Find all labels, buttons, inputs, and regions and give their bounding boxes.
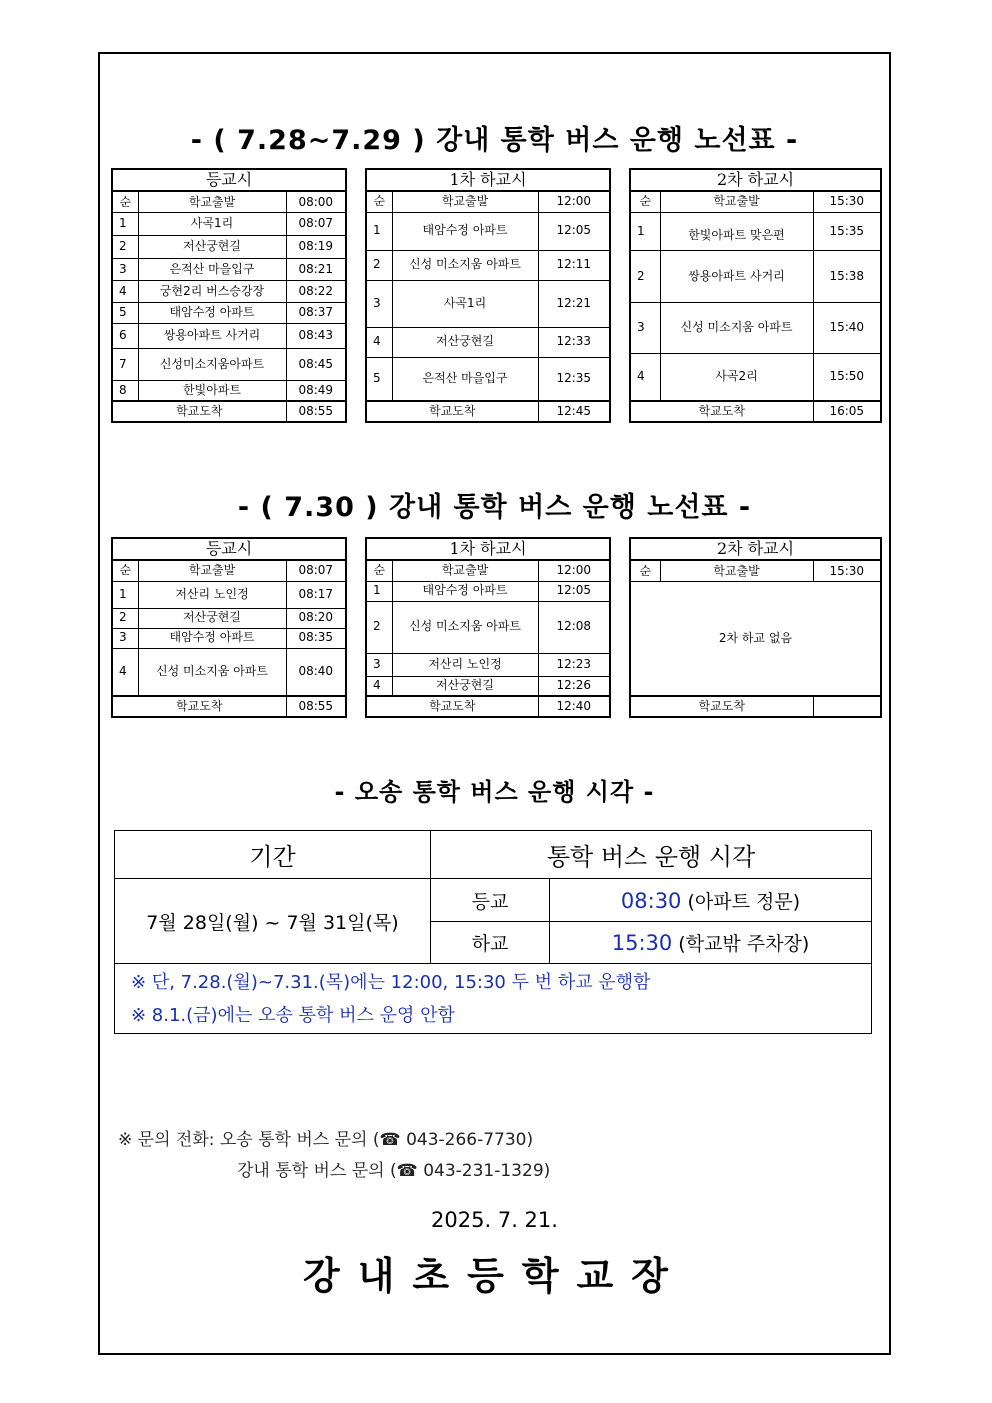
- table-row: 1 한빛아파트 맞은편 15:35: [630, 212, 881, 250]
- table-row: 1 사곡1리 08:07: [112, 213, 346, 235]
- arrive-label: 학교도착: [366, 696, 538, 717]
- arrive-time: 16:05: [813, 401, 881, 422]
- arrive-time: 12:40: [538, 696, 610, 717]
- table-header: 등교시: [112, 538, 346, 560]
- table-row: 5 태암수정 아파트 08:37: [112, 302, 346, 323]
- time-header: 통학 버스 운행 시각: [431, 831, 872, 879]
- go-label: 등교: [431, 879, 550, 922]
- start-label: 학교출발: [138, 191, 286, 212]
- back-time-cell: [550, 922, 872, 964]
- arrive-label: 학교도착: [630, 401, 813, 422]
- arrive-time: [813, 696, 881, 717]
- table-header: 1차 하교시: [366, 538, 610, 560]
- start-label: 학교출발: [660, 191, 813, 212]
- arrive-label: 학교도착: [112, 696, 286, 717]
- arrive-time: 12:45: [538, 401, 610, 422]
- table-row: 2 저산궁현길 08:19: [112, 235, 346, 258]
- table-row: 3 저산리 노인정 12:23: [366, 653, 610, 676]
- table-row: 2 신성 미소지움 아파트 12:08: [366, 601, 610, 653]
- table-row: 4 사곡2리 15:50: [630, 353, 881, 400]
- table-row: 3 사곡1리 12:21: [366, 280, 610, 327]
- table-row: 4 저산궁현길 12:33: [366, 327, 610, 357]
- go-time-cell: [550, 879, 872, 922]
- go-place: (아파트 정문): [687, 890, 801, 913]
- table-row: 1 태암수정 아파트 12:05: [366, 581, 610, 601]
- title-route-7-30: - ( 7.30 ) 강내 통학 버스 운행 노선표 -: [237, 492, 752, 523]
- start-time: 08:00: [286, 191, 346, 212]
- table-row: 4 저산궁현길 12:26: [366, 676, 610, 696]
- contact-line-2: 강내 통학 버스 문의 (☎ 043-231-1329): [237, 1161, 551, 1181]
- table-row: 3 신성 미소지움 아파트 15:40: [630, 302, 881, 353]
- notes-cell: [115, 964, 872, 1034]
- table-t1-second: [629, 168, 882, 423]
- note-1: ※ 단, 7.28.(월)~7.31.(목)에는 12:00, 15:30 두 번 하교 운행함: [131, 971, 651, 993]
- start-time: 12:00: [538, 191, 610, 212]
- table-row: 3 태암수정 아파트 08:35: [112, 628, 346, 648]
- table-row: 3 은적산 마을입구 08:21: [112, 258, 346, 280]
- note-2: ※ 8.1.(금)에는 오송 통학 버스 운영 안함: [131, 1004, 455, 1026]
- table-row: 2 저산궁현길 08:20: [112, 608, 346, 628]
- back-place: (학교밖 주차장): [678, 933, 810, 955]
- table-header: 1차 하교시: [366, 169, 610, 191]
- title-route-7-28: - ( 7.28~7.29 ) 강내 통학 버스 운행 노선표 -: [190, 125, 799, 156]
- table-t2-second: [629, 537, 882, 718]
- table-row: 4 궁현2리 버스승강장 08:22: [112, 281, 346, 302]
- col-no: 순: [112, 191, 138, 212]
- table-row: 2 쌍용아파트 사거리 15:38: [630, 251, 881, 302]
- back-time: 15:30: [611, 931, 673, 955]
- start-time: 12:00: [538, 560, 610, 581]
- col-no: 순: [630, 191, 660, 212]
- title-osong: - 오송 통학 버스 운행 시각 -: [334, 778, 655, 806]
- table-row: 1 저산리 노인정 08:17: [112, 581, 346, 608]
- table-row: 8 한빛아파트 08:49: [112, 380, 346, 400]
- table-t2-first: [365, 537, 611, 718]
- start-label: 학교출발: [392, 560, 538, 581]
- table-row: 6 쌍용아파트 사거리 08:43: [112, 323, 346, 348]
- go-time: 08:30: [620, 888, 682, 913]
- arrive-time: 08:55: [286, 401, 346, 422]
- start-label: 학교출발: [392, 191, 538, 212]
- contact-line-1: ※ 문의 전화: 오송 통학 버스 문의 (☎ 043-266-7730): [118, 1130, 534, 1150]
- table-row: 4 신성 미소지움 아파트 08:40: [112, 648, 346, 696]
- col-no: 순: [366, 191, 392, 212]
- period-value: 7월 28일(월) ~ 7월 31일(목): [115, 879, 431, 964]
- col-no: 순: [112, 560, 138, 581]
- start-time: 15:30: [813, 191, 881, 212]
- back-label: 하교: [431, 922, 550, 964]
- arrive-label: 학교도착: [366, 401, 538, 422]
- table-header: 2차 하교시: [630, 538, 881, 560]
- table-header: 2차 하교시: [630, 169, 881, 191]
- period-header: 기간: [115, 831, 431, 879]
- table-t2-morning: [111, 537, 347, 718]
- start-label: 학교출발: [660, 560, 813, 581]
- no-second-dismissal: 2차 하교 없음: [630, 581, 881, 695]
- table-t1-morning: [111, 168, 347, 423]
- table-row: 1 태암수정 아파트 12:05: [366, 212, 610, 250]
- table-row: 5 은적산 마을입구 12:35: [366, 357, 610, 401]
- start-time: 15:30: [813, 560, 881, 581]
- arrive-time: 08:55: [286, 696, 346, 717]
- document-date: 2025. 7. 21.: [431, 1208, 558, 1232]
- table-t1-first: [365, 168, 611, 423]
- arrive-label: 학교도착: [112, 401, 286, 422]
- table-row: 2 신성 미소지움 아파트 12:11: [366, 250, 610, 280]
- table-header: 등교시: [112, 169, 346, 191]
- col-no: 순: [630, 560, 660, 581]
- arrive-label: 학교도착: [630, 696, 813, 717]
- table-osong: [114, 830, 872, 1034]
- start-label: 학교출발: [138, 560, 286, 581]
- col-no: 순: [366, 560, 392, 581]
- start-time: 08:07: [286, 560, 346, 581]
- table-row: 7 신성미소지움아파트 08:45: [112, 349, 346, 380]
- signature: 강내초등학교장: [303, 1254, 686, 1298]
